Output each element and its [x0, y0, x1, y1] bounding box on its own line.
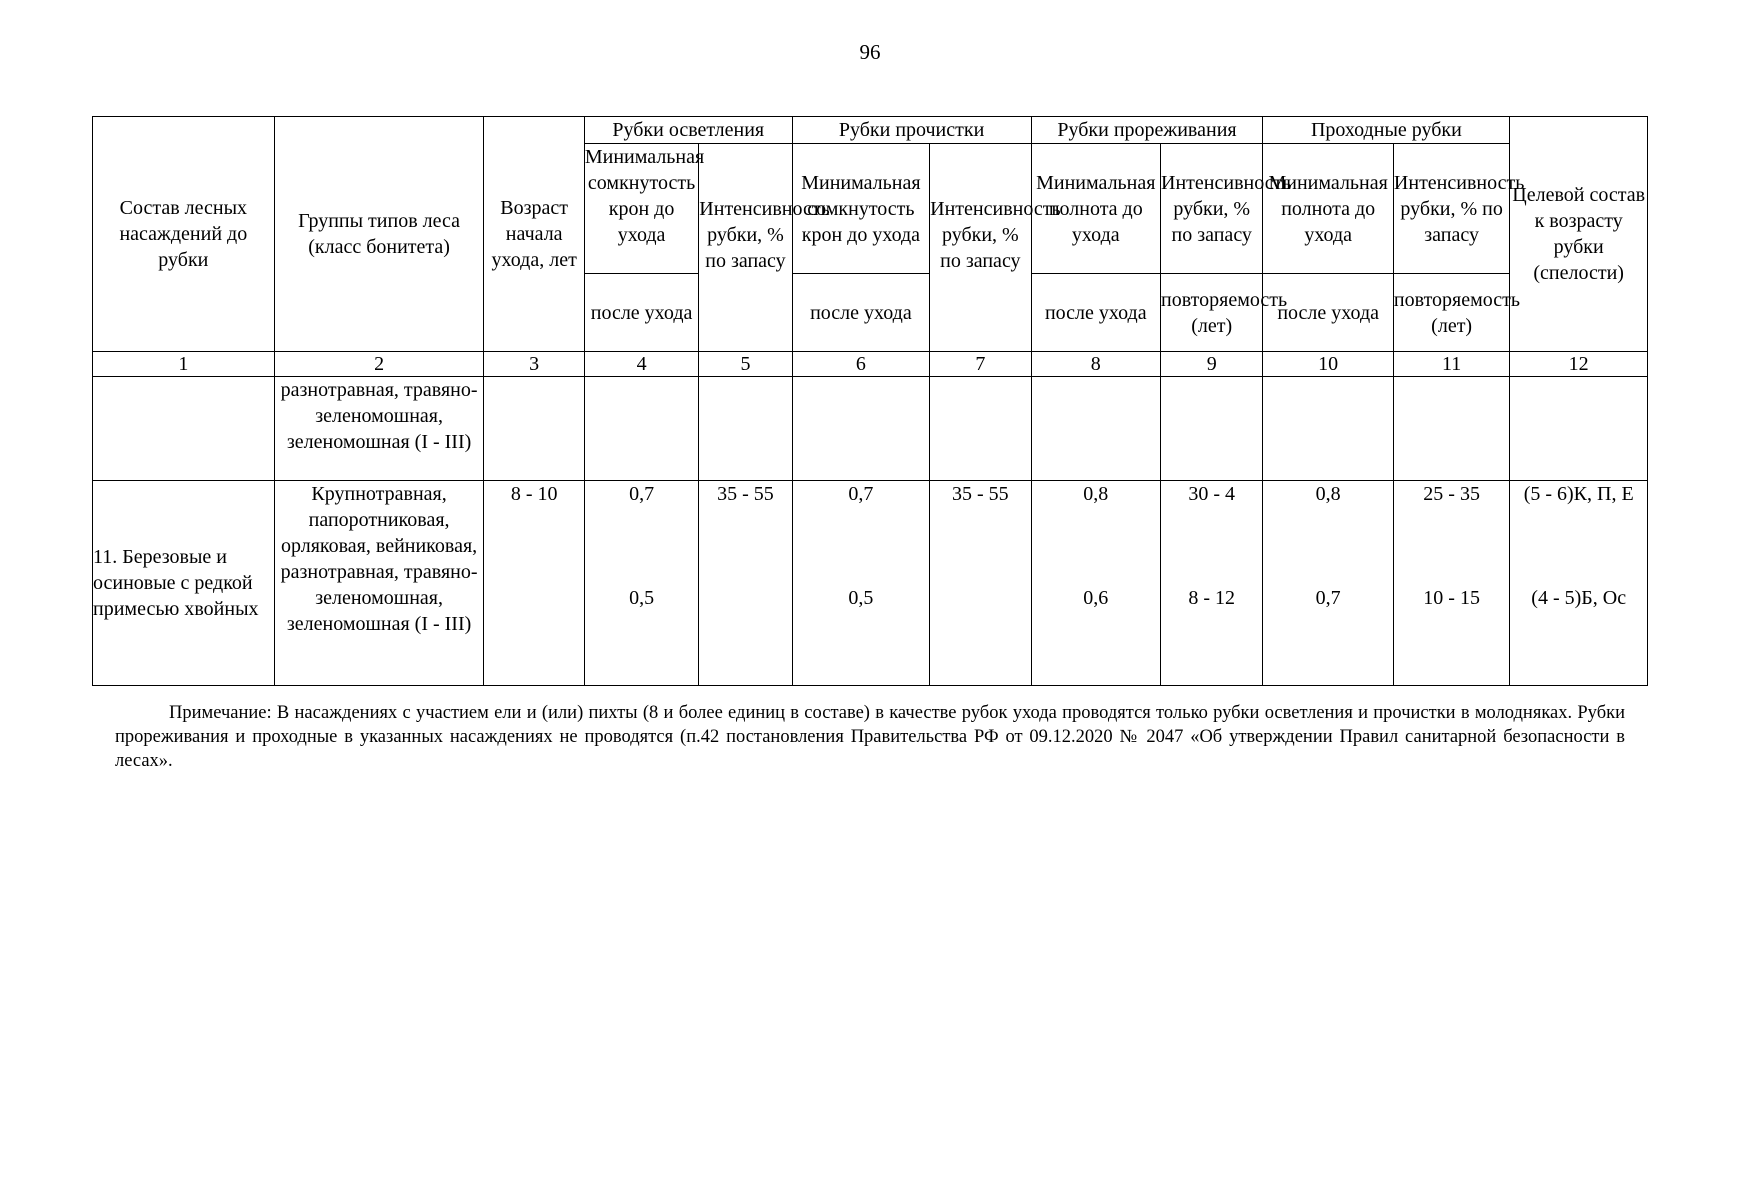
table-row-continuation [93, 377, 1648, 481]
column-number: 11 [1393, 352, 1509, 377]
header-col10-bottom: после ухода [1263, 274, 1394, 352]
header-col12: Целевой состав к возрасту рубки (спелости) [1510, 117, 1648, 352]
footnote-text: Примечание: В насаждениях с участием ели и (или) пихты (8 и более единиц в составе) в качестве рубок ухода проводятся только рубки осветления и прочистки в молодняках. Рубки прореживания и проходные в указанных насаждениях не проводятся (п.42 постановления Правительства РФ от 09.12.2020 № 2047 «Об утверждении Правил санитарной безопасности в лесах». [115, 703, 1625, 771]
header-col8-bottom: после ухода [1031, 274, 1160, 352]
value-target-composition: (5 - 6)К, П, Е [1523, 483, 1634, 505]
header-col1: Состав лесных насаждений до рубки [93, 117, 275, 352]
cell-col5: 35 - 55 [699, 481, 792, 686]
cell-empty [1161, 377, 1263, 481]
column-number: 10 [1263, 352, 1394, 377]
value-before: 0,7 [629, 483, 655, 505]
cell-col9 [1161, 481, 1263, 686]
value-after: 0,5 [848, 587, 874, 609]
header-col9-top: Интенсивность рубки, % по запасу [1161, 144, 1263, 274]
cell-col4 [584, 481, 698, 686]
header-group-prohodnye: Проходные рубки [1263, 117, 1510, 144]
column-number: 6 [792, 352, 930, 377]
column-number: 8 [1031, 352, 1160, 377]
value-intensity: 30 - 4 [1188, 483, 1236, 505]
header-group-prorezhivaniya: Рубки прореживания [1031, 117, 1263, 144]
value-after: 0,6 [1083, 587, 1109, 609]
cell-forest-types-continued: разнотравная, травяно-зеленомошная, зеленомошная (I - III) [274, 377, 484, 481]
cell-forest-types: Крупнотравная, папоротниковая, орляковая, вейниковая, разнотравная, травяно-зеленомошная, зеленомошная (I - III) [274, 481, 484, 686]
header-col7: Интенсивность рубки, % по запасу [930, 144, 1031, 352]
header-col2: Группы типов леса (класс бонитета) [274, 117, 484, 352]
column-number: 12 [1510, 352, 1648, 377]
header-col4-top: Минимальная сомкнутость крон до ухода [584, 144, 698, 274]
header-col11-top: Интенсивность рубки, % по запасу [1393, 144, 1509, 274]
cell-empty [1263, 377, 1394, 481]
column-number: 5 [699, 352, 792, 377]
value-after: 0,7 [1315, 587, 1341, 609]
column-number-row [93, 352, 1648, 377]
cell-empty [1510, 377, 1648, 481]
column-number: 2 [274, 352, 484, 377]
cell-empty [1393, 377, 1509, 481]
column-number: 3 [484, 352, 584, 377]
cell-col6 [792, 481, 930, 686]
value-before: 0,8 [1315, 483, 1341, 505]
cell-col12 [1510, 481, 1648, 686]
value-repeat: 8 - 12 [1188, 587, 1236, 609]
page-number: 96 [859, 40, 881, 64]
value-after: 0,5 [629, 587, 655, 609]
header-group-osvetleniya: Рубки осветления [584, 117, 792, 144]
header-col8-top: Минимальная полнота до ухода [1031, 144, 1160, 274]
header-col6-top: Минимальная сомкнутость крон до ухода [792, 144, 930, 274]
column-number: 7 [930, 352, 1031, 377]
value-intensity: 25 - 35 [1423, 483, 1480, 505]
header-group-prochistki: Рубки прочистки [792, 117, 1031, 144]
cell-col7: 35 - 55 [930, 481, 1031, 686]
cell-col11 [1393, 481, 1509, 686]
cell-empty [930, 377, 1031, 481]
cell-empty [484, 377, 584, 481]
column-number: 4 [584, 352, 698, 377]
header-col6-bottom: после ухода [792, 274, 930, 352]
thinning-parameters-table [92, 116, 1648, 686]
header-col4-bottom: после ухода [584, 274, 698, 352]
cell-empty [699, 377, 792, 481]
footnote [115, 701, 1625, 773]
cell-start-age: 8 - 10 [484, 481, 584, 686]
value-target-composition: (4 - 5)Б, Ос [1531, 587, 1627, 609]
cell-empty [1031, 377, 1160, 481]
cell-col8 [1031, 481, 1160, 686]
header-col10-top: Минимальная полнота до ухода [1263, 144, 1394, 274]
header-col9-bottom: повторяемость (лет) [1161, 274, 1263, 352]
cell-empty [792, 377, 930, 481]
cell-col10 [1263, 481, 1394, 686]
table-row-11 [93, 481, 1648, 686]
cell-empty [584, 377, 698, 481]
value-before: 0,7 [848, 483, 874, 505]
value-before: 0,8 [1083, 483, 1109, 505]
header-col11-bottom: повторяемость (лет) [1393, 274, 1509, 352]
header-col5: Интенсивность рубки, % по запасу [699, 144, 792, 352]
column-number: 9 [1161, 352, 1263, 377]
header-col3: Возраст начала ухода, лет [484, 117, 584, 352]
cell-stand-composition: 11. Березовые и осиновые с редкой примесью хвойных [93, 481, 275, 686]
column-number: 1 [93, 352, 275, 377]
value-repeat: 10 - 15 [1423, 587, 1480, 609]
cell-empty [93, 377, 275, 481]
